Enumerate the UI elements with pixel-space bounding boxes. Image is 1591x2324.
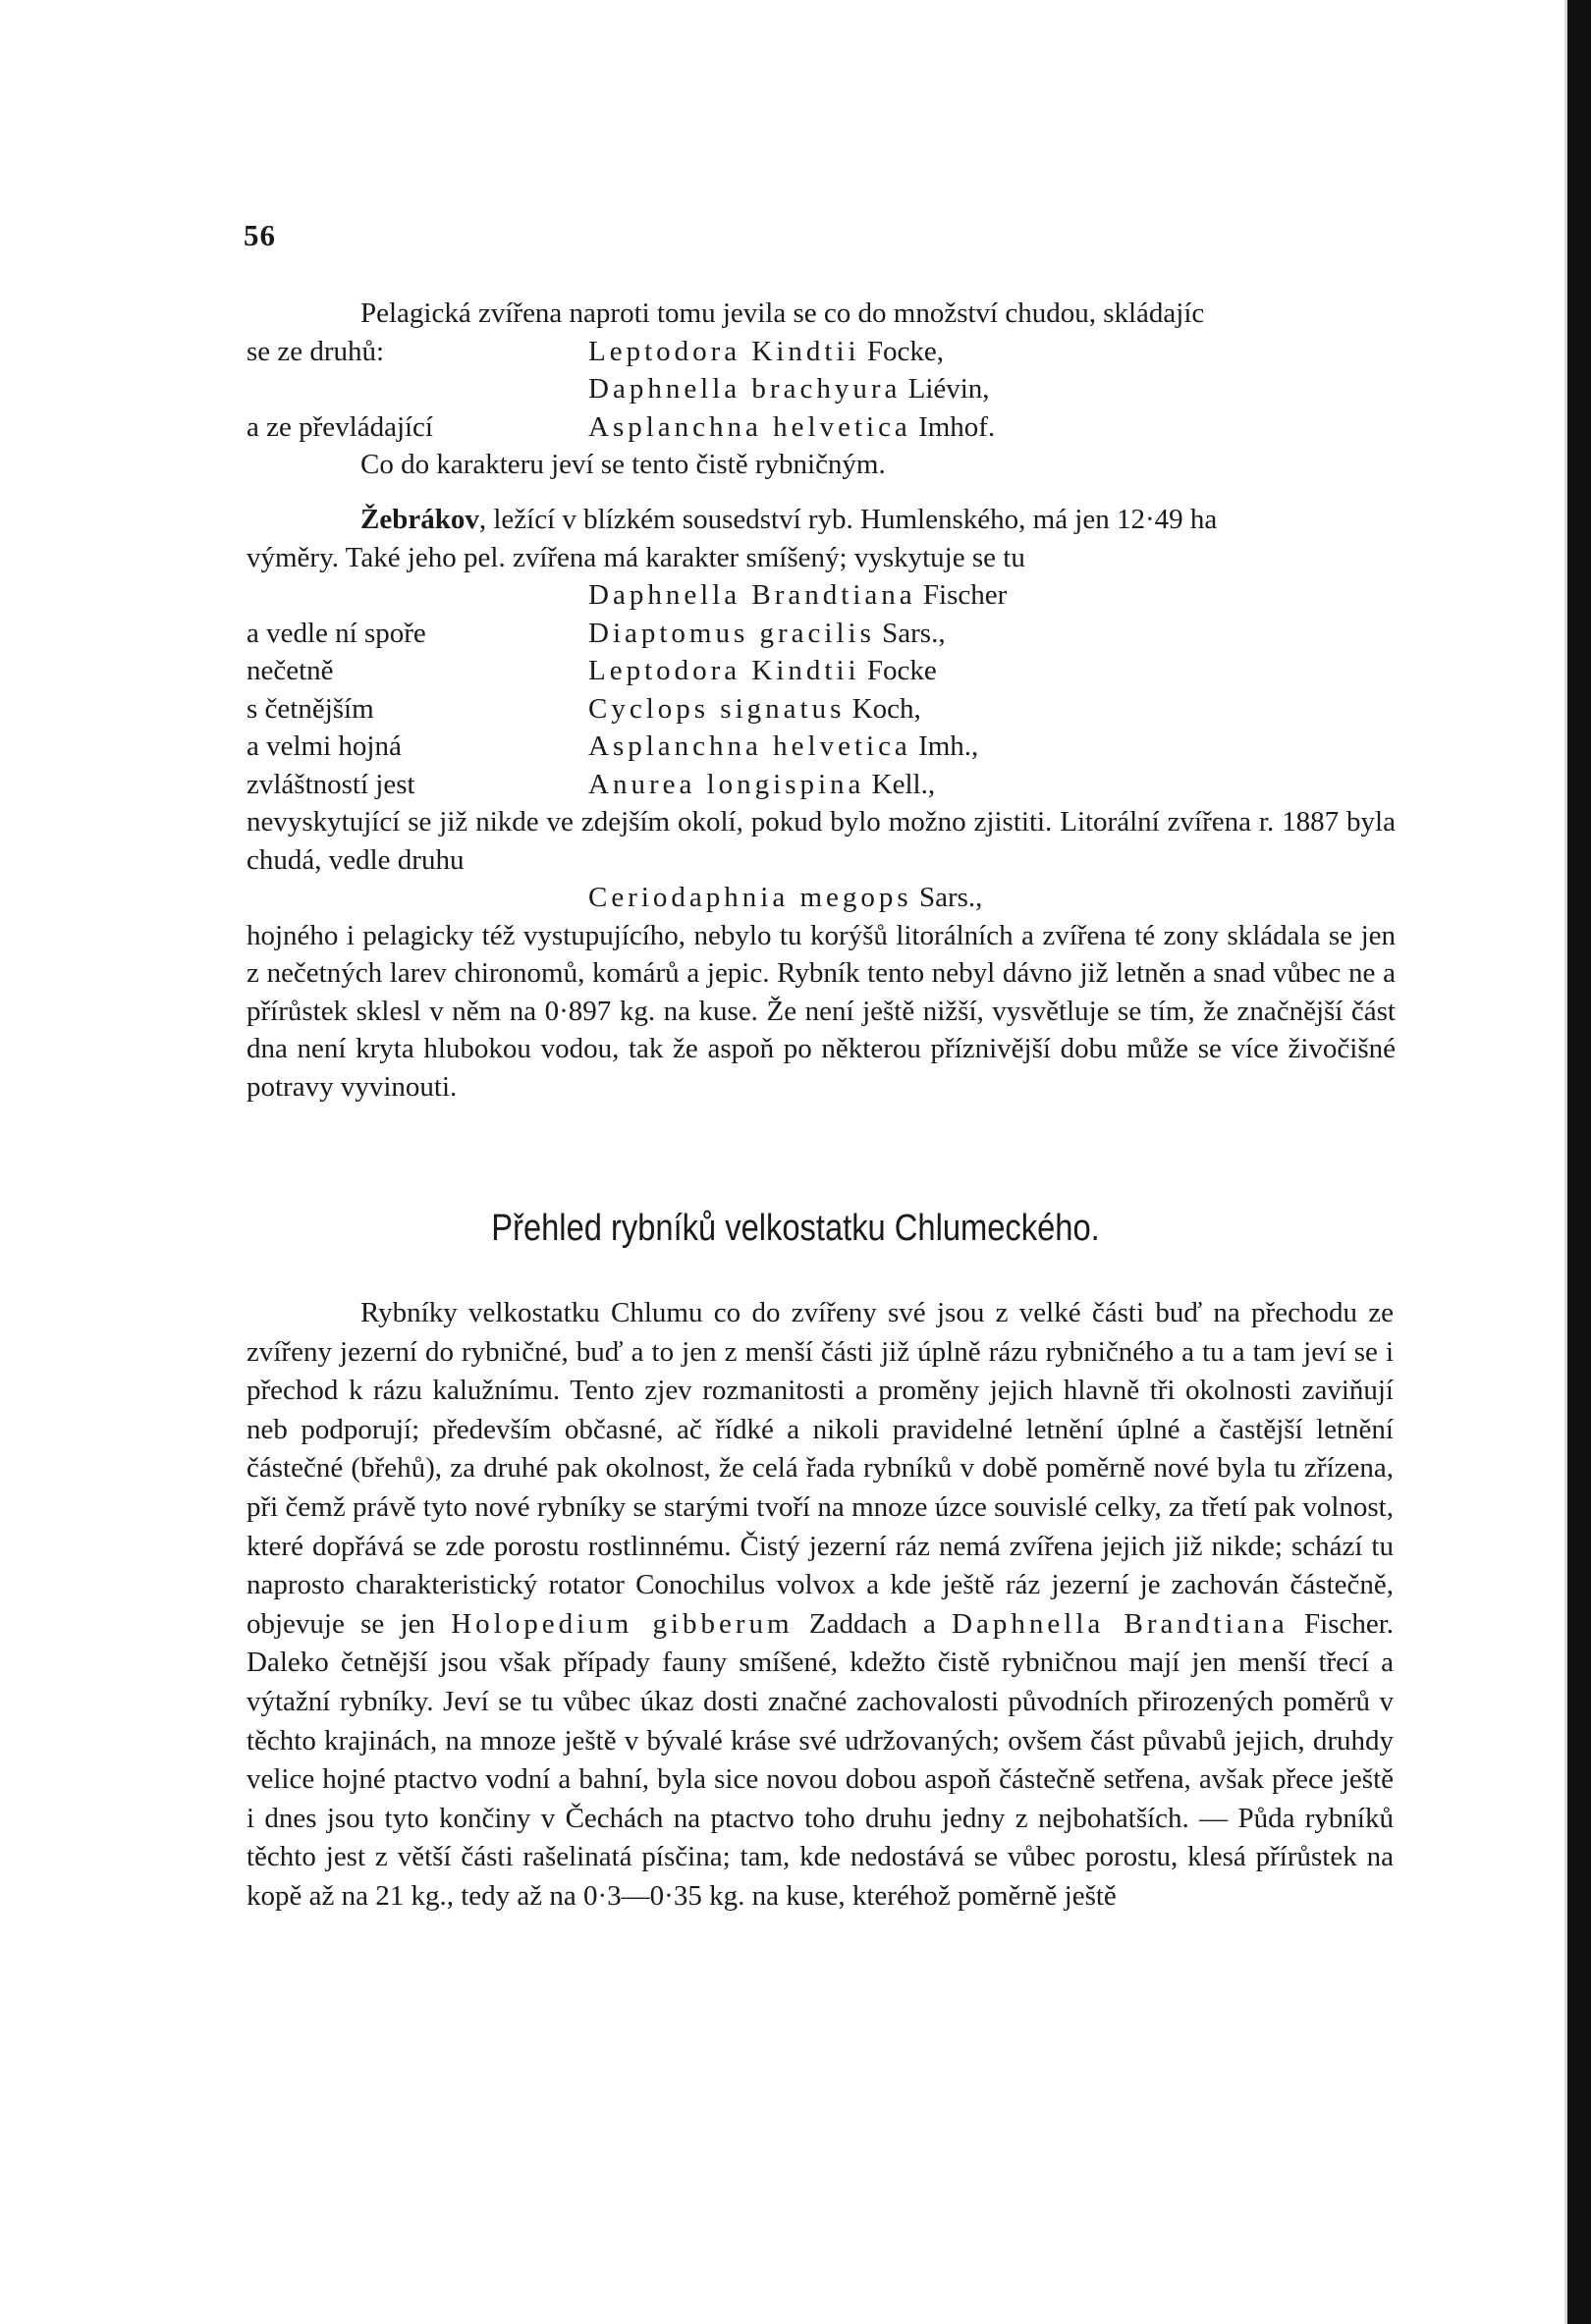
pond-line-2: výměry. Také jeho pel. zvířena má karakter smíšený; vyskytuje se tu (247, 541, 1025, 573)
row-label: a velmi hojná (247, 730, 402, 762)
species-name: Diaptomus gracilis (588, 617, 875, 649)
species-entry (588, 615, 946, 653)
species-entry (588, 652, 937, 690)
species-row (247, 370, 1396, 408)
species-name: Asplanchna helvetica (588, 410, 911, 443)
species-author: Fischer (922, 579, 1008, 611)
row-label: zvláštností jest (247, 768, 415, 800)
character-line: Co do karakteru jeví se tento čistě rybničným. (360, 449, 886, 480)
species-name: Leptodora Kindtii (588, 335, 860, 367)
species-name: Daphnella Brandtiana (588, 579, 916, 611)
species-row (247, 408, 1396, 447)
pond-name: Žebrákov (360, 504, 479, 535)
species-entry (588, 766, 935, 804)
species-author: Focke (866, 655, 937, 686)
species-author: Koch, (851, 692, 921, 725)
species-entry (588, 728, 978, 766)
section-overview (247, 1294, 1394, 1917)
species-row (247, 652, 1396, 690)
row-label: s četnějším (247, 692, 374, 725)
row-label: a vedle ní spoře (247, 617, 426, 649)
species-entry (588, 690, 921, 729)
species-name: Ceriodaphnia megops (588, 882, 912, 913)
species-row (247, 766, 1396, 804)
species-author: Kell., (871, 768, 936, 800)
intro-line: Pelagická zvířena naproti tomu jevila se co do množství chudou, skládajíc (360, 297, 1205, 329)
species-row (247, 615, 1396, 653)
section-zebrakov (247, 501, 1396, 1106)
paragraph: nevyskytující se již nikde ve zdejším okolí, pokud bylo možno zjistiti. Litorální zvířena r. 1887 byla chudá, vedle druhu (247, 806, 1396, 876)
species-entry (588, 333, 944, 371)
species-row (247, 690, 1396, 729)
paragraph: hojného i pelagicky též vystupujícího, nebylo tu korýšů litorálních a zvířena té zony skládala se jen z nečetných larev chironomů, komárů a jepic. Rybník tento nebyl dávno již letněn a snad vůbec ne a přírůstek sklesl v něm na 0·897 kg. na kuse. Že není ještě nižší, vysvětluje se tím, že značnější část dna není kryta hlubokou vodou, tak že aspoň po některou příznivější dobu může se více živočišné potravy vyvinouti. (247, 919, 1396, 1103)
species-author: Focke, (866, 335, 944, 367)
species-row (247, 879, 1396, 917)
row-label: a ze převládající (247, 410, 433, 443)
page-number: 56 (244, 218, 276, 252)
species-entry (588, 408, 995, 447)
species-row (247, 576, 1396, 615)
species-row (247, 333, 1396, 371)
species-name: Leptodora Kindtii (588, 655, 860, 686)
section-pelagic-fauna (247, 295, 1396, 484)
pond-intro-line: Žebrákov, ležící v blízkém sousedství ryb. Humlenského, má jen 12·49 ha (360, 504, 1218, 535)
species-author: Sars., (882, 617, 946, 649)
species-name: Anurea longispina (588, 768, 865, 800)
species-name: Cyclops signatus (588, 692, 846, 725)
species-author: Imhof. (918, 410, 996, 443)
species-name: Asplanchna helvetica (588, 730, 911, 762)
species-name: Daphnella Brandtiana (952, 1607, 1289, 1640)
species-author: Imh., (918, 730, 979, 762)
row-label: se ze druhů: (247, 335, 385, 367)
species-name: Daphnella brachyura (588, 373, 902, 405)
species-name: Holopedium gibberum (451, 1607, 794, 1640)
species-author: Zaddach a (808, 1607, 936, 1640)
paragraph: Rybníky velkostatku Chlumu co do zvířeny své jsou z velké části buď na přechodu ze zvířeny jezerní do rybničné, buď a to jen z menší části již úplně rázu rybničného a tu a tam jeví se i přechod k rázu kalužnímu. Tento zjev rozmanitosti a proměny jejich hlavně tři okolnosti zaviňují neb podporují; především občasné, ač řídké a nikoli pravidelné letnění úplné a častější letnění částečné (břehů), za druhé pak okolnost, že celá řada rybníků v době poměrně nové byla tu zřízena, při čemž právě tyto nové rybníky se starými tvoří na mnoze úzce souvislé celky, za třetí pak volnost, které dopřává se zde porostu rostlinnému. Čistý jezerní ráz nemá zvířena jejich již nikde; schází tu naprosto charakteristický rotator Conochilus volvox a kde ještě ráz jezerní je zachován částečně, objevuje se jen Holopedium gibberum Zaddach a Daphnella Brandtiana Fischer. Daleko četnější jsou však případy fauny smíšené, kdežto čistě rybničnou mají jen menší třecí a výtažní rybníky. Jeví se tu vůbec úkaz dosti značné zachovalosti původních přirozených poměrů v těchto krajinách, na mnoze ještě v bývalé kráse své udržovaných; ovšem část půvabů jejich, druhdy velice hojné ptactvo vodní a bahní, byla sice novou dobou aspoň částečně setřena, avšak přece ještě i dnes jsou tyto končiny v Čechách na ptactvo toho druhu jedny z nejbohatších. — Půda rybníků těchto jest z větší části rašelinatá písčina; tam, kde nedostává se vůbec porostu, klesá přírůstek na kopě až na 21 kg., tedy až na 0·3—0·35 kg. na kuse, kteréhož poměrně ještě (247, 1297, 1395, 1912)
species-author: Liévin, (907, 373, 990, 405)
scan-edge-right (1567, 0, 1591, 2324)
section-heading: Přehled rybníků velkostatku Chlumeckého. (491, 1208, 1100, 1249)
row-label: nečetně (247, 655, 334, 686)
species-row (247, 728, 1396, 766)
species-author: Sars., (918, 882, 983, 913)
